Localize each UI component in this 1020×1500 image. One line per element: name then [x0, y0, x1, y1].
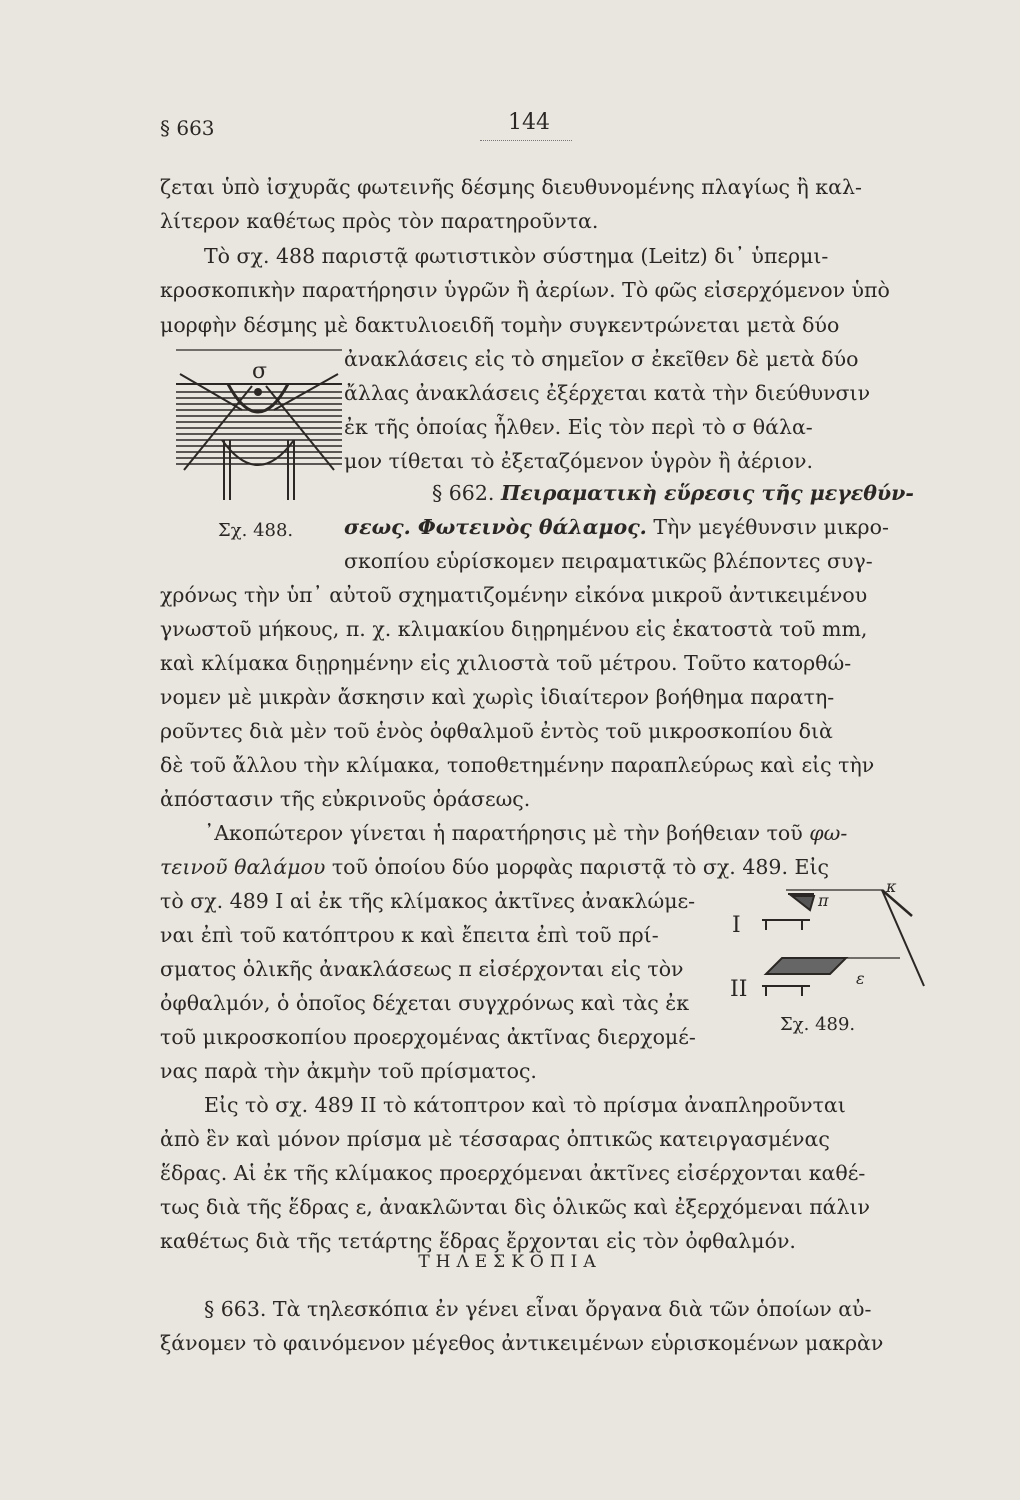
section-heading-telescopes: ΤΗΛΕΣΚΟΠΙΑ	[418, 1252, 602, 1272]
text-line: τοῦ μικροσκοπίου προερχομένας ἀκτῖνας διερχομέ-	[160, 1025, 696, 1049]
text-line: λίτερον καθέτως πρὸς τὸν παρατηροῦντα.	[160, 209, 599, 233]
text-line: ἀπόστασιν τῆς εὐκρινοῦς ὁράσεως.	[160, 787, 531, 811]
text-line: καθέτως διὰ τῆς τετάρτης ἕδρας ἔρχονται εἰς τὸν ὀφθαλμόν.	[160, 1229, 796, 1253]
text-line: νας παρὰ τὴν ἀκμὴν τοῦ πρίσματος.	[160, 1059, 537, 1083]
text-line-662b	[344, 514, 889, 540]
text-line: ναι ἐπὶ τοῦ κατόπτρου κ καὶ ἔπειτα ἐπὶ τοῦ πρί-	[160, 923, 659, 947]
text-line: ἀπὸ ἓν καὶ μόνον πρίσμα μὲ τέσσαρας ὀπτικῶς κατειργασμένας	[160, 1127, 830, 1151]
text-run: τοῦ ὁποίου δύο μορφὰς παριστᾷ τὸ σχ. 489. Εἰς	[325, 855, 829, 879]
text-line: γνωστοῦ μήκους, π. χ. κλιμακίου διῃρημένου εἰς ἑκατοστὰ τοῦ mm,	[160, 617, 868, 641]
header-section-mark: § 663	[160, 116, 215, 140]
text-line: τως διὰ τῆς ἕδρας ε, ἀνακλῶνται δὶς ὁλικῶς καὶ ἐξερχόμεναι πάλιν	[160, 1195, 871, 1219]
text-line: καὶ κλίμακα διῃρημένην εἰς χιλιοστὰ τοῦ μέτρου. Τοῦτο κατορθώ-	[160, 651, 852, 675]
section-number-662: § 662.	[432, 481, 501, 505]
page-number: 144	[508, 110, 550, 135]
text-line: ὀφθαλμόν, ὁ ὁποῖος δέχεται συγχρόνως καὶ τὰς ἐκ	[160, 991, 690, 1015]
section-title-662: Πειραματικὴ εὕρεσις τῆς μεγεθύν-	[500, 481, 914, 505]
page-number-underline	[480, 140, 572, 142]
figure-489-label-I: I	[732, 913, 741, 938]
text-line-662	[432, 480, 914, 506]
text-line: ἐκ τῆς ὁποίας ἦλθεν. Εἰς τὸν περὶ τὸ σ θάλα-	[344, 415, 813, 439]
text-line: § 663. Τὰ τηλεσκόπια ἐν γένει εἶναι ὄργανα διὰ τῶν ὁποίων αὐ-	[204, 1297, 872, 1321]
figure-489-label-epsilon: ε	[856, 969, 865, 988]
text-line: κροσκοπικὴν παρατήρησιν ὑγρῶν ἢ ἀερίων. Τὸ φῶς εἰσερχόμενον ὑπὸ	[160, 278, 890, 302]
text-line: Τὸ σχ. 488 παριστᾷ φωτιστικὸν σύστημα (Leitz) δι᾽ ὑπερμι-	[204, 244, 829, 268]
text-line: σκοπίου εὑρίσκομεν πειραματικῶς βλέποντες συγ-	[344, 549, 873, 573]
text-run: Τὴν μεγέθυνσιν μικρο-	[646, 515, 889, 539]
text-line	[204, 820, 847, 846]
text-line: Εἰς τὸ σχ. 489 II τὸ κάτοπτρον καὶ τὸ πρίσμα ἀναπληροῦνται	[204, 1093, 846, 1117]
figure-489-label-pi: π	[818, 891, 829, 910]
text-line: μον τίθεται τὸ ἐξεταζόμενον ὑγρὸν ἢ ἀέριον.	[344, 449, 813, 473]
figure-488-caption: Σχ. 488.	[218, 520, 294, 541]
figure-489-caption: Σχ. 489.	[780, 1014, 856, 1035]
figure-489-label-kappa: κ	[886, 877, 897, 896]
section-title-662-cont: σεως. Φωτεινὸς θάλαμος.	[344, 515, 647, 539]
text-line: ἕδρας. Αἱ ἐκ τῆς κλίμακος προερχόμεναι ἀκτῖνες εἰσέρχονται καθέ-	[160, 1161, 866, 1185]
text-run-italic: φω-	[809, 821, 848, 845]
text-line: σματος ὁλικῆς ἀνακλάσεως π εἰσέρχονται εἰς τὸν	[160, 957, 684, 981]
text-line: ροῦντες διὰ μὲν τοῦ ἑνὸς ὀφθαλμοῦ ἐντὸς τοῦ μικροσκοπίου διὰ	[160, 719, 833, 743]
text-line: ἀνακλάσεις εἰς τὸ σημεῖον σ ἐκεῖθεν δὲ μετὰ δύο	[344, 347, 859, 371]
figure-489-label-II: II	[730, 977, 748, 1002]
text-line: ξάνομεν τὸ φαινόμενον μέγεθος ἀντικειμένων εὑρισκομένων μακρὰν	[160, 1331, 884, 1355]
text-line: χρόνως τὴν ὑπ᾽ αὐτοῦ σχηματιζομένην εἰκόνα μικροῦ ἀντικειμένου	[160, 583, 868, 607]
figure-488-diagram	[170, 340, 350, 510]
text-run: ᾿Ακοπώτερον γίνεται ἡ παρατήρησις μὲ τὴν βοήθειαν τοῦ	[204, 821, 810, 845]
text-line: ζεται ὑπὸ ἰσχυρᾶς φωτεινῆς δέσμης διευθυνομένης πλαγίως ἢ καλ-	[160, 175, 862, 199]
text-run-italic: τεινοῦ θαλάμου	[160, 855, 326, 879]
text-line: τὸ σχ. 489 I αἱ ἐκ τῆς κλίμακος ἀκτῖνες ἀνακλώμε-	[160, 889, 696, 913]
text-line: μορφὴν δέσμης μὲ δακτυλιοειδῆ τομὴν συγκεντρώνεται μετὰ δύο	[160, 313, 840, 337]
text-line: νομεν μὲ μικρὰν ἄσκησιν καὶ χωρὶς ἰδιαίτερον βοήθημα παρατη-	[160, 685, 835, 709]
text-line: δὲ τοῦ ἄλλου τὴν κλίμακα, τοποθετημένην παραπλεύρως καὶ εἰς τὴν	[160, 753, 875, 777]
figure-489-diagram	[726, 876, 926, 1006]
text-line: ἄλλας ἀνακλάσεις ἐξέρχεται κατὰ τὴν διεύθυνσιν	[344, 381, 871, 405]
figure-488-label-sigma: σ	[252, 359, 268, 384]
